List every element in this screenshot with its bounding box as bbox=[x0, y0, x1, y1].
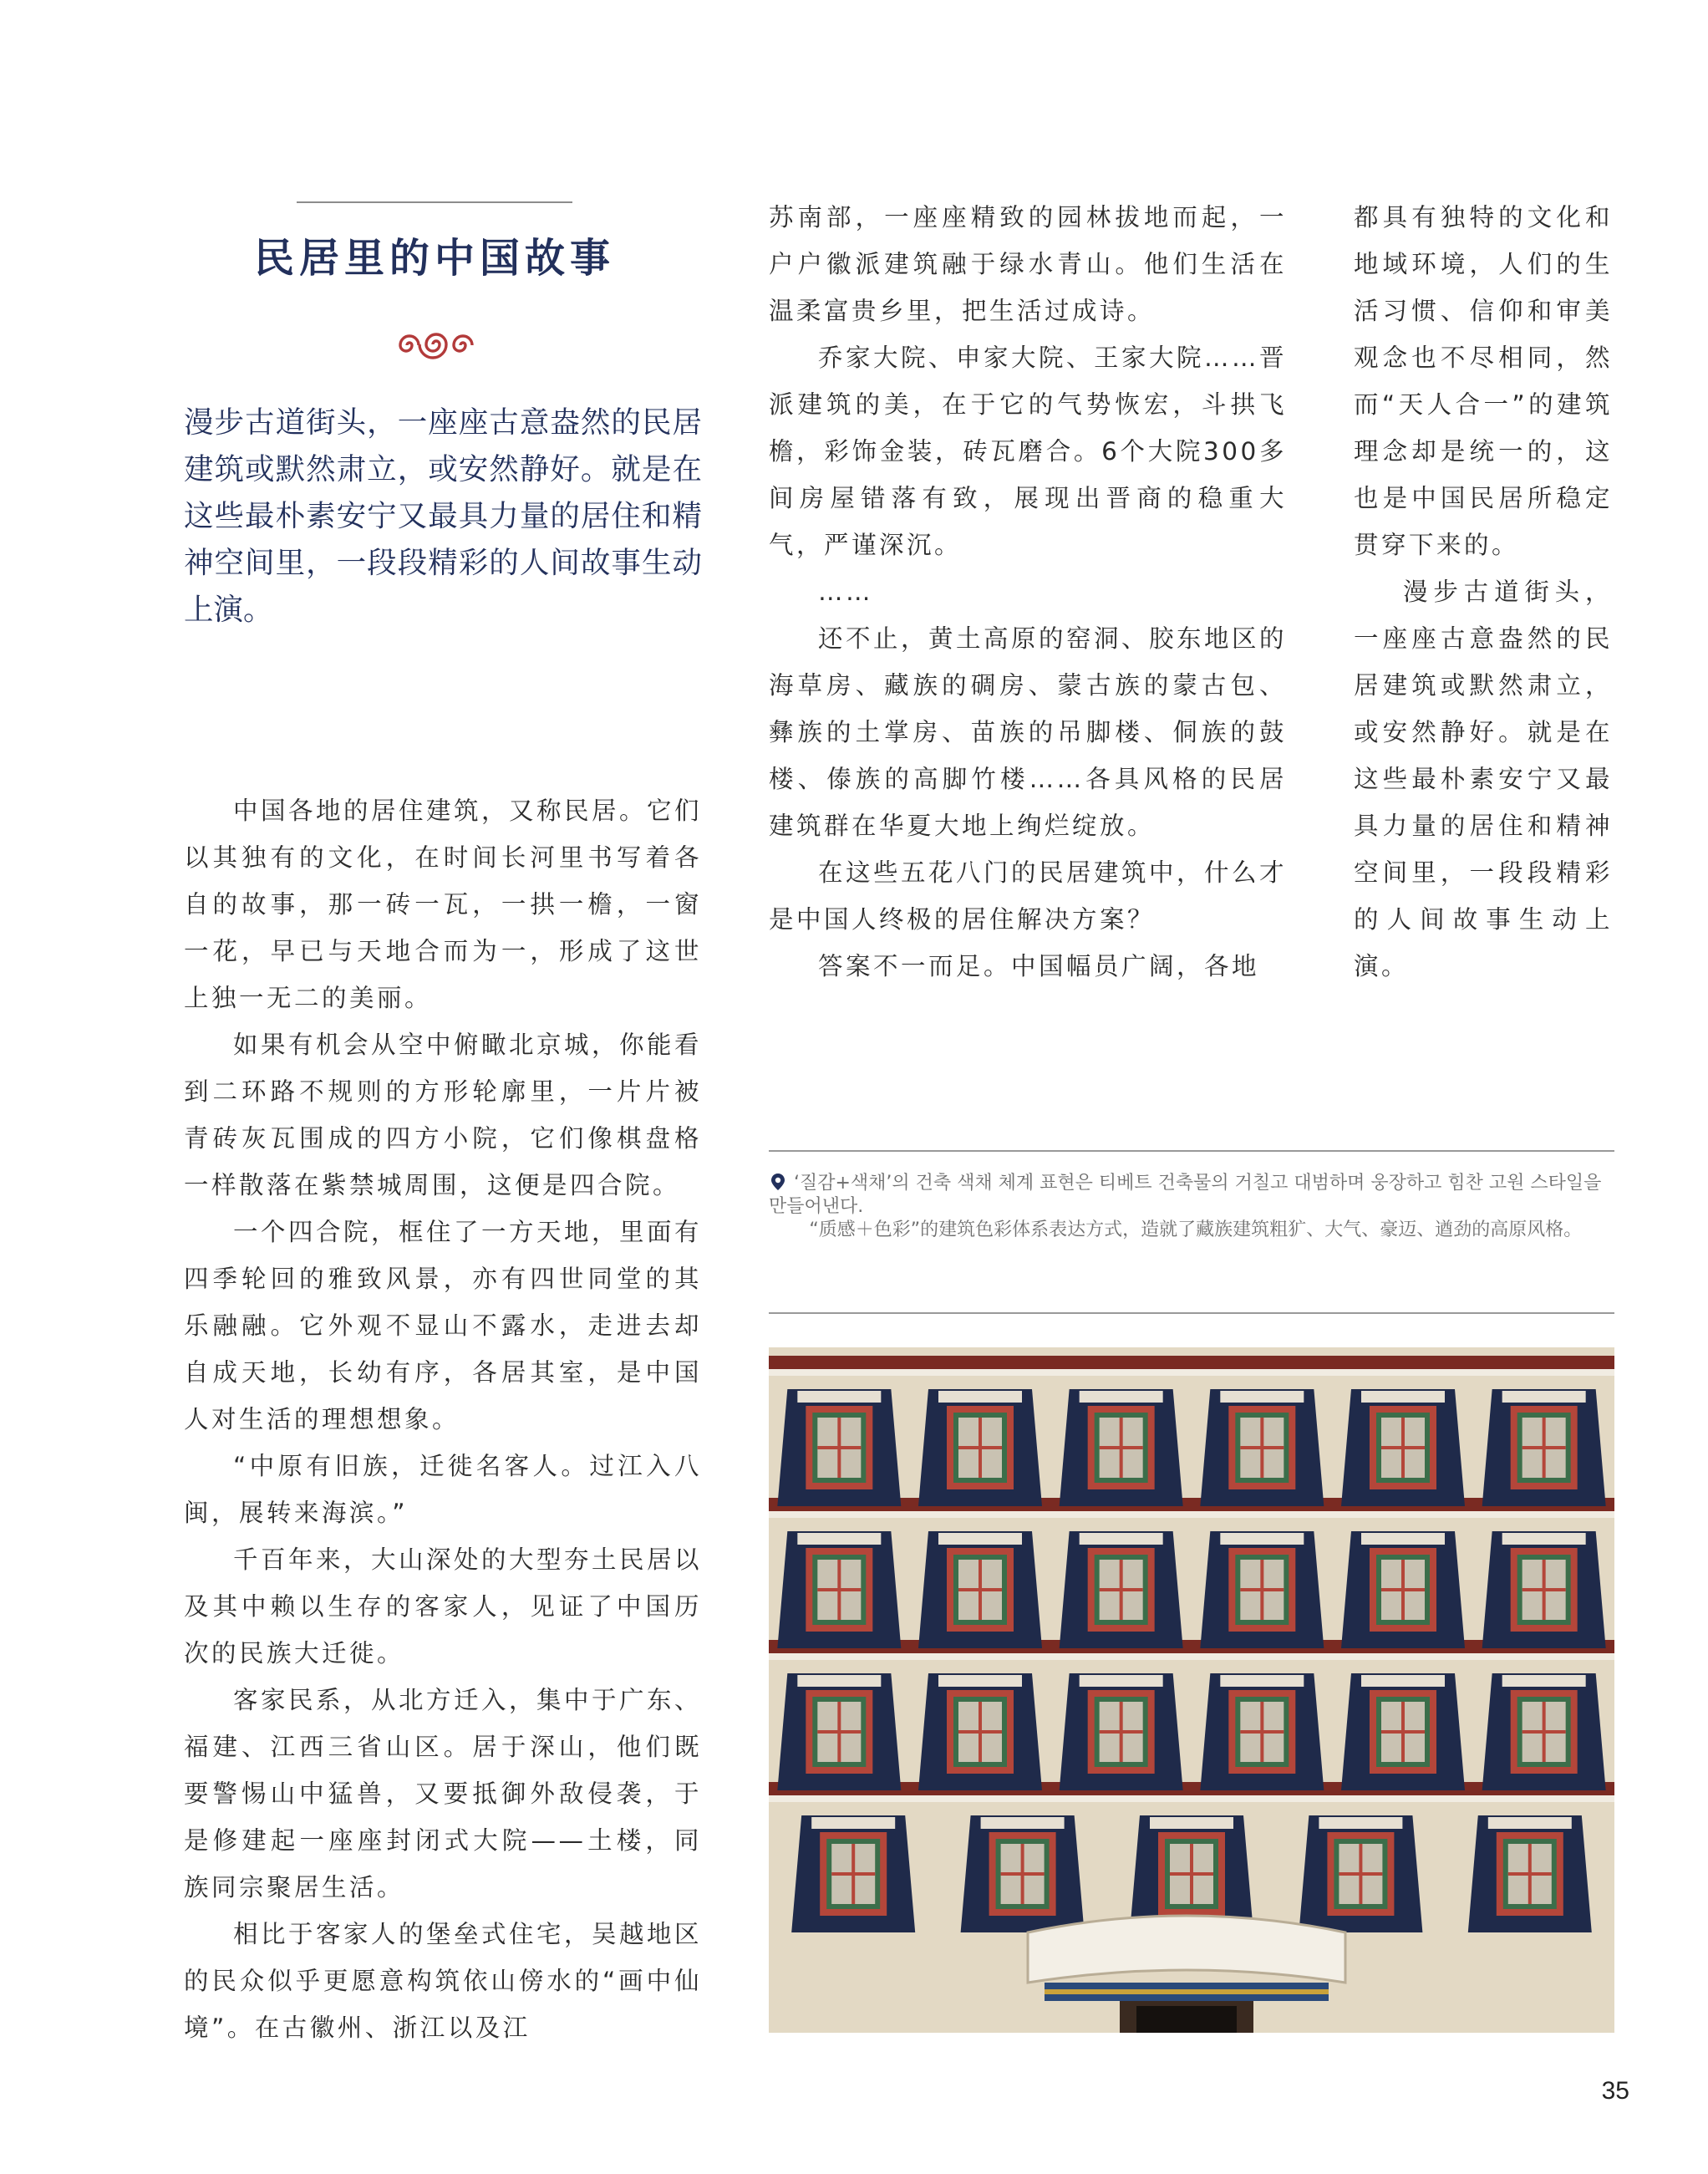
cloud-ornament-icon bbox=[391, 320, 481, 369]
title-rule bbox=[297, 201, 572, 203]
tibetan-building-photo bbox=[769, 1347, 1614, 2033]
awning-strip bbox=[769, 1369, 1614, 1376]
photo-caption bbox=[769, 1172, 1614, 1242]
lead-paragraph: 漫步古道街头，一座座古意盎然的民居建筑或默然肃立，或安然静好。就是在这些最朴素安宁又最具力量的居住和精神空间里，一段段精彩的人间故事生动上演。 bbox=[184, 405, 702, 627]
caption-rule-top bbox=[769, 1150, 1614, 1152]
awning-strip bbox=[769, 1653, 1614, 1660]
paragraph: “中原有旧族，迁徙名客人。过江入八闽，展转来海滨。” bbox=[184, 1452, 702, 1527]
window bbox=[1341, 1389, 1465, 1506]
paragraph: 还不止，黄土高原的窑洞、胶东地区的海草房、藏族的碉房、蒙古族的蒙古包、彝族的土掌房、苗族的吊脚楼、侗族的鼓楼、傣族的高脚竹楼……各具风格的民居建筑群在华夏大地上绚烂绽放。 bbox=[769, 624, 1288, 840]
paragraph: 一个四合院，框住了一方天地，里面有四季轮回的雅致风景，亦有四世同堂的其乐融融。它外观不显山不露水，走进去却自成天地，长幼有序，各居其室，是中国人对生活的理想想象。 bbox=[184, 1218, 703, 1433]
awning-strip bbox=[769, 1795, 1614, 1802]
window bbox=[1299, 1815, 1422, 1932]
paragraph-continued: 都具有独特的文化和地域环境，人们的生活习惯、信仰和审美观念也不尽相同，然而“天人合一”的建筑理念却是统一的，这也是中国民居所稳定贯穿下来的。 bbox=[1354, 203, 1613, 559]
paragraph: 乔家大院、申家大院、王家大院……晋派建筑的美，在于它的气势恢宏，斗拱飞檐，彩饰金装，砖瓦磨合。6个大院300多间房屋错落有致，展现出晋商的稳重大气，严谨深沉。 bbox=[769, 344, 1288, 559]
awning-strip bbox=[769, 1511, 1614, 1518]
caption-korean-text: ‘질감+색채’의 건축 색채 체계 표현은 티베트 건축물의 거칠고 대범하며 웅장하고 힘찬 고원 스타일을 만들어낸다. bbox=[769, 1173, 1602, 1217]
page-number: 35 bbox=[1601, 2077, 1629, 2105]
body-column-3 bbox=[1354, 194, 1613, 990]
window bbox=[1468, 1815, 1592, 1932]
body-column-1 bbox=[184, 787, 702, 2051]
location-pin-icon bbox=[769, 1173, 787, 1191]
page-title: 民居里的中国故事 bbox=[253, 235, 615, 282]
caption-chinese: “质感＋色彩”的建筑色彩体系表达方式，造就了藏族建筑粗犷、大气、豪迈、遒劲的高原风格。 bbox=[809, 1219, 1583, 1240]
window bbox=[777, 1673, 901, 1790]
window bbox=[777, 1531, 901, 1648]
window bbox=[777, 1389, 901, 1506]
window bbox=[1200, 1389, 1324, 1506]
photo-illustration bbox=[769, 1347, 1614, 2033]
window bbox=[1482, 1531, 1606, 1648]
paragraph: 答案不一而足。中国幅员广阔，各地 bbox=[818, 952, 1260, 980]
window bbox=[791, 1815, 915, 1932]
paragraph: 相比于客家人的堡垒式住宅，吴越地区的民众似乎更愿意构筑依山傍水的“画中仙境”。在古徽州、浙江以及江 bbox=[184, 1920, 703, 2042]
paragraph: 在这些五花八门的民居建筑中，什么才是中国人终极的居住解决方案？ bbox=[769, 858, 1288, 934]
paragraph: 千百年来，大山深处的大型夯土民居以及其中赖以生存的客家人，见证了中国历次的民族大迁徙。 bbox=[184, 1545, 703, 1667]
window bbox=[1341, 1673, 1465, 1790]
window bbox=[1060, 1531, 1183, 1648]
window bbox=[1200, 1673, 1324, 1790]
window bbox=[1200, 1531, 1324, 1648]
paragraph: 如果有机会从空中俯瞰北京城，你能看到二环路不规则的方形轮廓里，一片片被青砖灰瓦围成的四方小院，它们像棋盘格一样散落在紫禁城周围，这便是四合院。 bbox=[184, 1031, 703, 1199]
window bbox=[918, 1531, 1042, 1648]
window bbox=[1060, 1673, 1183, 1790]
cornice-band bbox=[769, 1356, 1614, 1369]
window bbox=[961, 1815, 1085, 1932]
paragraph: 客家民系，从北方迁入，集中于广东、福建、江西三省山区。居于深山，他们既要警惕山中猛兽，又要抵御外敌侵袭，于是修建起一座座封闭式大院——土楼，同族同宗聚居生活。 bbox=[184, 1686, 703, 1902]
paragraph: 漫步古道街头，一座座古意盎然的民居建筑或默然肃立，或安然静好。就是在这些最朴素安宁又最具力量的居住和精神空间里，一段段精彩的人间故事生动上演。 bbox=[1354, 578, 1613, 980]
window bbox=[918, 1389, 1042, 1506]
paragraph-continued: 苏南部，一座座精致的园林拔地而起，一户户徽派建筑融于绿水青山。他们生活在温柔富贵乡里，把生活过成诗。 bbox=[769, 203, 1287, 325]
window bbox=[918, 1673, 1042, 1790]
paragraph: …… bbox=[818, 578, 873, 606]
caption-korean bbox=[769, 1172, 1614, 1219]
window bbox=[1341, 1531, 1465, 1648]
window bbox=[1482, 1389, 1606, 1506]
body-column-2 bbox=[769, 194, 1287, 990]
paragraph: 中国各地的居住建筑，又称民居。它们以其独有的文化，在时间长河里书写着各自的故事，那一砖一瓦，一拱一檐，一窗一花，早已与天地合而为一，形成了这世上独一无二的美丽。 bbox=[184, 797, 703, 1012]
window bbox=[1060, 1389, 1183, 1506]
caption-rule-bottom bbox=[769, 1312, 1614, 1314]
window bbox=[1482, 1673, 1606, 1790]
